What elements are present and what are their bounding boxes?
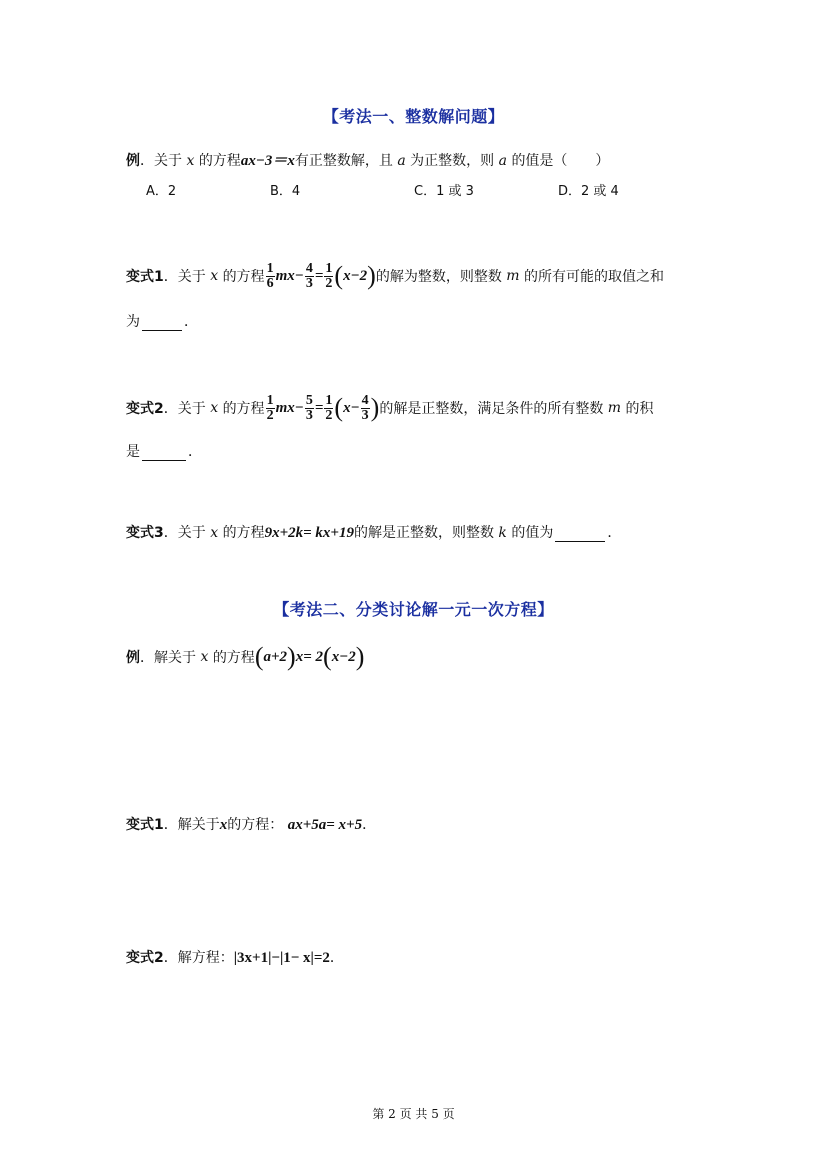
section2-variant-1-question bbox=[126, 814, 376, 834]
text: ． bbox=[607, 525, 622, 541]
text: 的方程 bbox=[222, 269, 265, 285]
fraction: $\frac{1}{2}$ bbox=[325, 392, 333, 423]
example-1-question bbox=[126, 149, 609, 170]
variant-label: 变式2 bbox=[126, 401, 164, 417]
paren: ) bbox=[370, 393, 380, 422]
var-a: a bbox=[498, 153, 507, 169]
text: ． bbox=[329, 950, 344, 966]
text: 的方程 bbox=[198, 153, 241, 169]
var-x: x bbox=[210, 268, 219, 284]
variant-1-question bbox=[126, 259, 664, 293]
option-d: D．2 或 4 bbox=[558, 184, 619, 199]
text: ．关于 bbox=[163, 269, 206, 285]
text: 的方程 bbox=[222, 401, 265, 417]
equation: ax−3＝x bbox=[240, 153, 295, 169]
equation: 9x+2k= kx+19 bbox=[264, 525, 354, 541]
text: 是 bbox=[126, 444, 140, 460]
var-k: k bbox=[498, 525, 507, 541]
section-title-1: 【考法一、整数解问题】 bbox=[322, 107, 505, 126]
variant-label: 变式1 bbox=[126, 269, 164, 285]
text: 的所有可能的取值之和 bbox=[524, 269, 665, 285]
example-label: 例 bbox=[126, 650, 140, 666]
equation-part: = bbox=[314, 399, 324, 416]
var-x: x bbox=[200, 649, 209, 665]
paren: ) bbox=[287, 642, 296, 671]
paren: ( bbox=[323, 642, 332, 671]
fraction: $\frac{1}{2}$ bbox=[325, 260, 333, 291]
text: 的值为 bbox=[511, 525, 554, 541]
answer-blank[interactable] bbox=[555, 527, 605, 542]
page-footer: 第 2 页 共 5 页 bbox=[372, 1107, 455, 1121]
text: ．解方程： bbox=[163, 950, 234, 966]
answer-blank[interactable] bbox=[142, 316, 182, 331]
text: ． bbox=[184, 314, 198, 330]
text: ．解关于 bbox=[140, 650, 196, 666]
equation-part: x−2 bbox=[331, 648, 356, 665]
paren: ) bbox=[367, 261, 376, 290]
variant-3-question bbox=[126, 522, 621, 542]
text: 的解是正整数，满足条件的所有整数 bbox=[379, 401, 604, 417]
variant-2-answer-line bbox=[126, 441, 202, 461]
fraction: $\frac{1}{6}$ bbox=[266, 260, 274, 291]
variant-label: 变式1 bbox=[126, 817, 164, 833]
equation-part: x= 2 bbox=[295, 648, 324, 665]
equation-part: = bbox=[314, 267, 324, 284]
section-title-2: 【考法二、分类讨论解一元一次方程】 bbox=[273, 600, 554, 619]
text: ．解关于 bbox=[163, 817, 220, 833]
text: 的值是（ ） bbox=[511, 153, 610, 169]
text: ． bbox=[362, 817, 377, 833]
text: 为 bbox=[126, 314, 140, 330]
variant-2-question bbox=[126, 391, 654, 425]
text: 的方程 bbox=[222, 525, 265, 541]
paren: ) bbox=[355, 642, 365, 671]
example-2-question bbox=[126, 640, 364, 674]
equation-part: a+2 bbox=[263, 648, 288, 665]
var-a: a bbox=[397, 153, 406, 169]
equation: ax+5a= x+5 bbox=[287, 817, 363, 833]
option-c: C．1 或 3 bbox=[414, 184, 474, 199]
equation-part: mx− bbox=[275, 267, 304, 284]
text: 为正整数，则 bbox=[410, 153, 495, 169]
paren: ( bbox=[334, 261, 344, 290]
var-x: x bbox=[210, 400, 219, 416]
section2-variant-2-question bbox=[126, 947, 344, 967]
text: ．关于 bbox=[140, 153, 182, 169]
text: 的解为整数，则整数 bbox=[375, 269, 502, 285]
text: ．关于 bbox=[163, 525, 206, 541]
paren: ( bbox=[254, 642, 264, 671]
equation: |3x+1|−|1− x|=2 bbox=[233, 950, 330, 966]
variant-label: 变式2 bbox=[126, 950, 164, 966]
text: 的解是正整数，则整数 bbox=[353, 525, 494, 541]
option-a: A．2 bbox=[146, 184, 177, 199]
paren: ( bbox=[334, 393, 344, 422]
equation-part: x− bbox=[343, 399, 360, 416]
equation-part: mx− bbox=[275, 399, 304, 416]
var-m: m bbox=[506, 268, 520, 284]
example-label: 例 bbox=[126, 153, 140, 169]
option-b: B．4 bbox=[270, 184, 301, 199]
var-x: x bbox=[210, 525, 219, 541]
fraction: $\frac{4}{3}$ bbox=[361, 392, 369, 423]
text: 有正整数解，且 bbox=[294, 153, 393, 169]
text: 的方程 bbox=[212, 650, 255, 666]
var-x: x bbox=[186, 153, 195, 169]
equation-part: x−2 bbox=[343, 267, 368, 284]
text: 的积 bbox=[625, 401, 654, 417]
fraction: $\frac{5}{3}$ bbox=[305, 392, 313, 423]
variant-1-answer-line bbox=[126, 311, 198, 331]
text: ． bbox=[188, 444, 202, 460]
fraction: $\frac{4}{3}$ bbox=[305, 260, 313, 291]
var-m: m bbox=[607, 400, 622, 416]
answer-blank[interactable] bbox=[142, 446, 186, 461]
text: 的方程： bbox=[227, 817, 284, 833]
variant-label: 变式3 bbox=[126, 525, 164, 541]
fraction: $\frac{1}{2}$ bbox=[266, 392, 274, 423]
text: ．关于 bbox=[163, 401, 206, 417]
var-x: x bbox=[219, 817, 228, 833]
